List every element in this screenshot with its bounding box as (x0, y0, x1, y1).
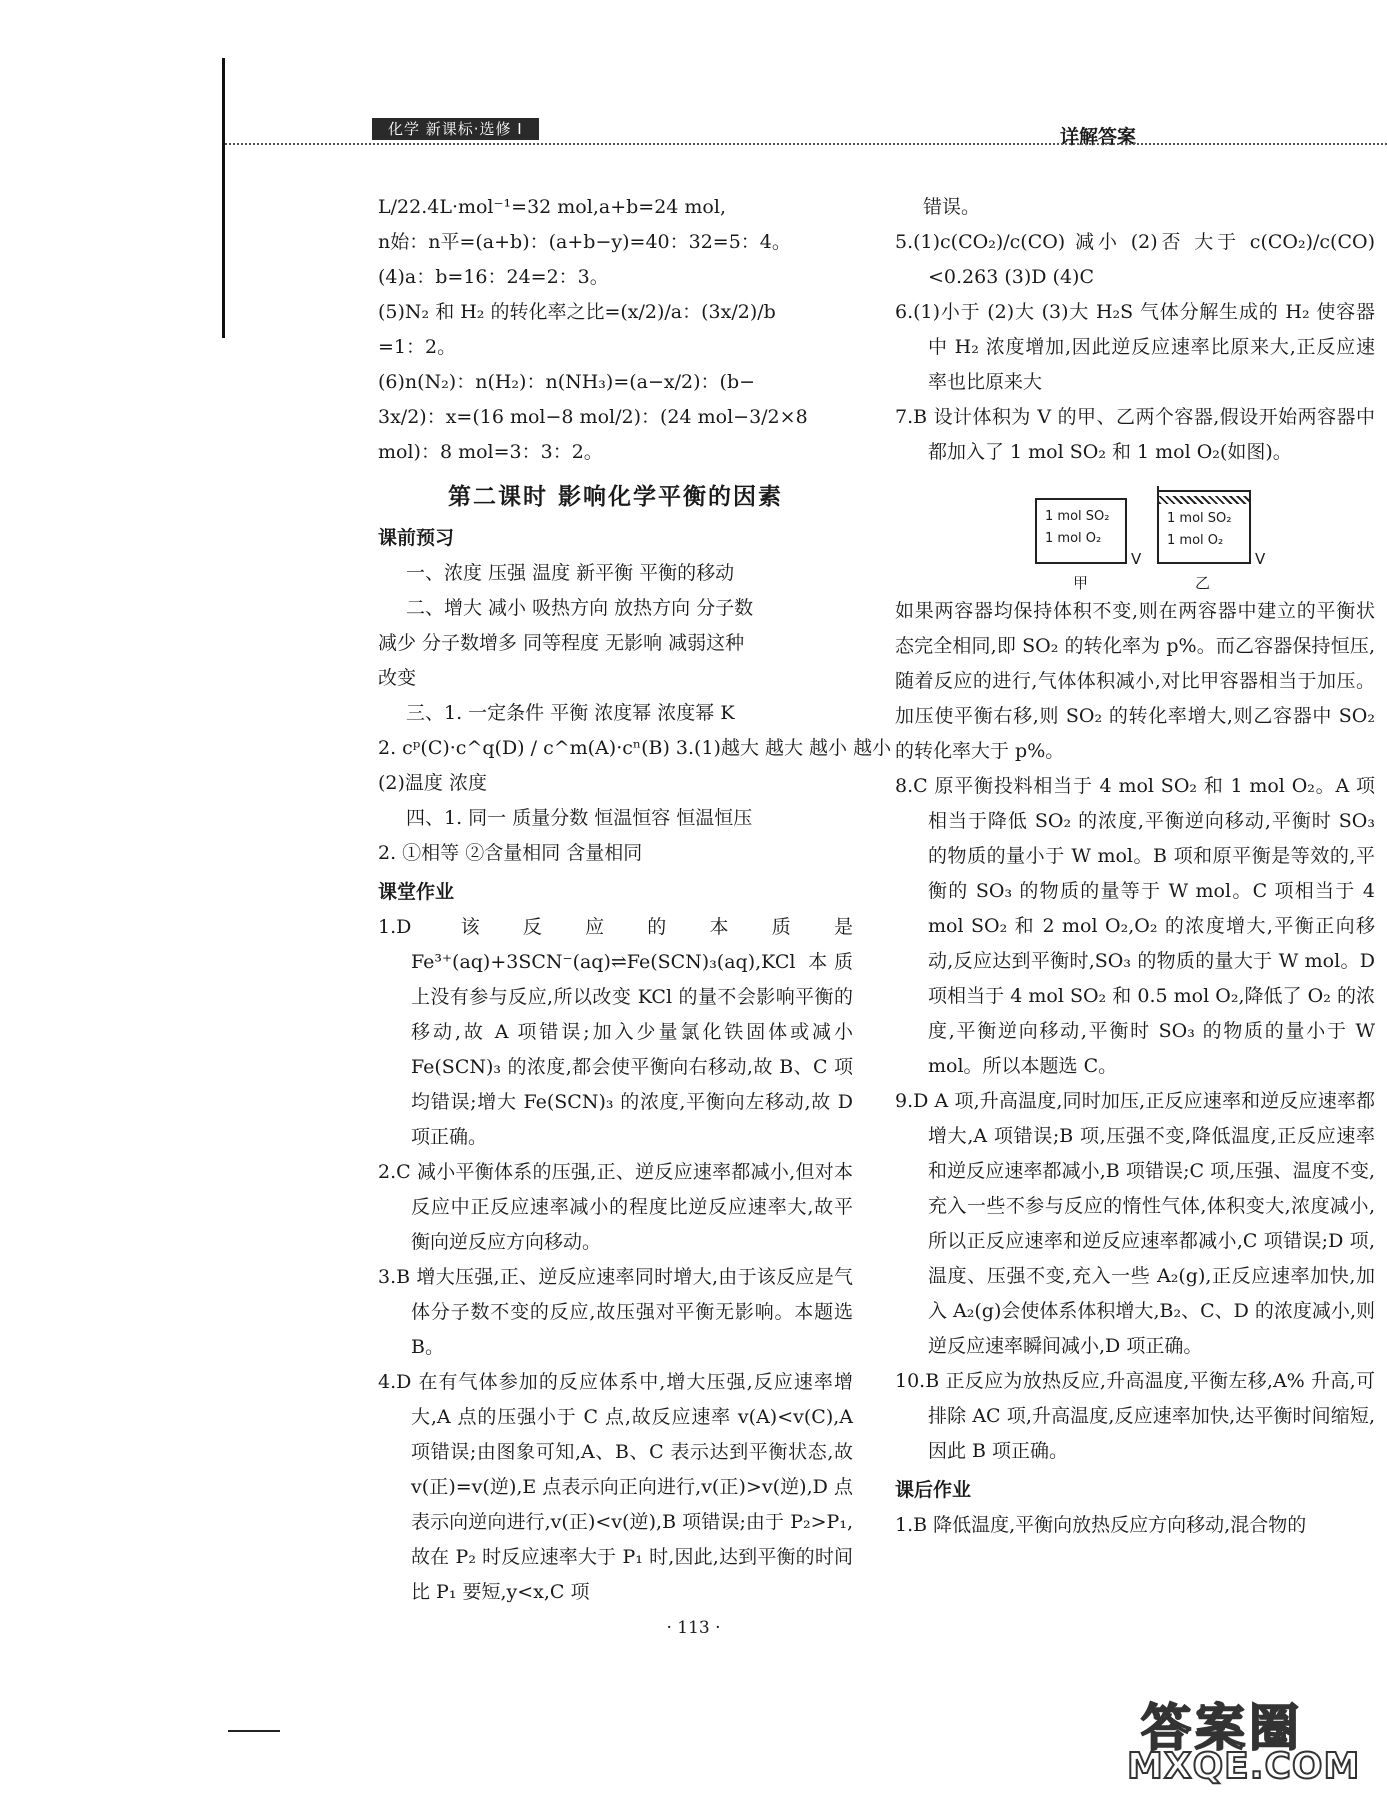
volume-label: V (1131, 550, 1142, 568)
text-line: (4)a：b=16：24=2：3。 (378, 266, 609, 288)
piston-icon (1159, 496, 1249, 504)
preview-line: 三、1. 一定条件 平衡 浓度幂 浓度幂 K (406, 702, 735, 724)
container-figure (895, 480, 1375, 590)
text-line: (6)n(N₂)：n(H₂)：n(NH₃)=(a−x/2)：(b− (378, 371, 756, 393)
section-title: 第二课时 影响化学平衡的因素 (447, 484, 783, 510)
continued-text: 错误。 (923, 196, 981, 218)
preview-line: 2. ①相等 ②含量相同 含量相同 (378, 842, 643, 864)
text-line: (5)N₂ 和 H₂ 的转化率之比=(x/2)/a：(3x/2)/b (378, 301, 776, 323)
volume-label: V (1255, 550, 1266, 568)
margin-bar (222, 58, 225, 338)
answer-item: 5.(1)c(CO₂)/c(CO) 减小 (2)否 大于 c(CO₂)/c(CO) <0.263 (3)D (4)C (895, 231, 1375, 288)
answer-item: 7.B 设计体积为 V 的甲、乙两个容器,假设开始两容器中都加入了 1 mol SO₂ 和 1 mol O₂(如图)。 (895, 406, 1375, 463)
preview-heading: 课前预习 (378, 527, 455, 549)
header-badge: 化学 新课标·选修 I (372, 118, 539, 140)
text-line: 3x/2)：x=(16 mol−8 mol/2)：(24 mol−3/2×8 (378, 406, 808, 428)
footer-divider (228, 1730, 280, 1732)
answer-item: 9.D A 项,升高温度,同时加压,正反应速率和逆反应速率都增大,A 项错误;B 项,压强不变,降低温度,正反应速率和逆反应速率都减小,B 项错误;C 项,压强、温度不变,充入一些不参与反应的惰性气体,体积变大,浓度减小,所以正反应速率和逆反应速率都减小,C 项错误;D 项,温度、压强不变,充入一些 A₂(g),正反应速率加快,加入 A₂(g)会使体系体积增大,B₂、C、D 的浓度减小,则逆反应速率瞬间减小,D 项正确。 (895, 1090, 1375, 1357)
answer-item: 10.B 正反应为放热反应,升高温度,平衡左移,A% 升高,可排除 AC 项,升高温度,反应速率加快,达平衡时间缩短,因此 B 项正确。 (895, 1370, 1375, 1462)
answer-item: 6.(1)小于 (2)大 (3)大 H₂S 气体分解生成的 H₂ 使容器中 H₂ 浓度增加,因此逆反应速率比原来大,正反应速率也比原来大 (895, 301, 1375, 393)
preview-line: 一、浓度 压强 温度 新平衡 平衡的移动 (406, 562, 735, 584)
text-line: L/22.4L·mol⁻¹=32 mol,a+b=24 mol, (378, 196, 726, 218)
header-title: 详解答案 (1060, 126, 1137, 148)
preview-line: 减少 分子数增多 同等程度 无影响 减弱这种 (378, 632, 745, 654)
box1-line1: 1 mol SO₂ (1045, 509, 1110, 524)
watermark-top: 答案圈 (1141, 1699, 1303, 1757)
header-divider (225, 143, 1387, 145)
left-column (378, 190, 892, 1610)
class-heading: 课堂作业 (378, 881, 455, 903)
box2-line2: 1 mol O₂ (1167, 533, 1224, 548)
answer-item: 1.D 该反应的本质是 Fe³⁺(aq)+3SCN⁻(aq)⇌Fe(SCN)₃(aq),KCl 本质上没有参与反应,所以改变 KCl 的量不会影响平衡的移动,故 A 项错误;加入少量氯化铁固体或减小 Fe(SCN)₃ 的浓度,都会使平衡向右移动,故 B、C 项均错误;增大 Fe(SCN)₃ 的浓度,平衡向左移动,故 D 项正确。 (378, 916, 853, 1148)
answer-item: 1.B 降低温度,平衡向放热反应方向移动,混合物的 (895, 1514, 1307, 1536)
after-class-heading: 课后作业 (895, 1479, 972, 1501)
page-number: · 113 · (666, 1618, 721, 1638)
preview-line: (2)温度 浓度 (378, 772, 487, 794)
answer-item: 4.D 在有气体参加的反应体系中,增大压强,反应速率增大,A 点的压强小于 C 点,故反应速率 v(A)<v(C),A 项错误;由图象可知,A、B、C 表示达到平衡状态,故 v(正)=v(逆),E 点表示向正向进行,v(正)>v(逆),D 点表示向逆向进行,v(正)<v(逆),B 项错误;由于 P₂>P₁,故在 P₂ 时反应速率大于 P₁ 时,因此,达到平衡的时间比 P₁ 要短,y<x,C 项 (378, 1371, 853, 1603)
text-line: n始：n平=(a+b)：(a+b−y)=40：32=5：4。 (378, 231, 791, 253)
text-line: mol)：8 mol=3：3：2。 (378, 441, 603, 463)
preview-line: 改变 (378, 667, 417, 689)
answer-continued: 如果两容器均保持体积不变,则在两容器中建立的平衡状态完全相同,即 SO₂ 的转化率为 p%。而乙容器保持恒压,随着反应的进行,气体体积减小,对比甲容器相当于加压。加压使平衡右移,则 SO₂ 的转化率增大,则乙容器中 SO₂ 的转化率大于 p%。 (895, 600, 1375, 762)
preview-line: 二、增大 减小 吸热方向 放热方向 分子数 (406, 597, 754, 619)
answer-item: 3.B 增大压强,正、逆反应速率同时增大,由于该反应是气体分子数不变的反应,故压强对平衡无影响。本题选 B。 (378, 1266, 853, 1358)
answer-item: 8.C 原平衡投料相当于 4 mol SO₂ 和 1 mol O₂。A 项相当于降低 SO₂ 的浓度,平衡逆向移动,平衡时 SO₃ 的物质的量小于 W mol。B 项和原平衡是等效的,平衡的 SO₃ 的物质的量等于 W mol。C 项相当于 4 mol SO₂ 和 2 mol O₂,O₂ 的浓度增大,平衡正向移动,反应达到平衡时,SO₃ 的物质的量大于 W mol。D 项相当于 4 mol SO₂ 和 0.5 mol O₂,降低了 O₂ 的浓度,平衡逆向移动,平衡时 SO₃ 的物质的量小于 W mol。所以本题选 C。 (895, 775, 1375, 1077)
right-column (895, 190, 1375, 1543)
container-jia-label: 甲 (1073, 574, 1089, 592)
watermark-bottom: MXQE.COM (1127, 1746, 1361, 1787)
text-line: =1：2。 (378, 336, 457, 358)
container-yi-label: 乙 (1195, 574, 1211, 592)
container-jia (1035, 498, 1127, 564)
box2-line1: 1 mol SO₂ (1167, 511, 1232, 526)
answer-item: 2.C 减小平衡体系的压强,正、逆反应速率都减小,但对本反应中正反应速率减小的程度比逆反应速率大,故平衡向逆反应方向移动。 (378, 1161, 853, 1253)
watermark-logo (1125, 1688, 1377, 1792)
preview-line: 2. cᵖ(C)·c^q(D) / c^m(A)·cⁿ(B) 3.(1)越大 越大 越小 越小 (378, 737, 892, 759)
box1-line2: 1 mol O₂ (1045, 531, 1102, 546)
preview-line: 四、1. 同一 质量分数 恒温恒容 恒温恒压 (406, 807, 753, 829)
